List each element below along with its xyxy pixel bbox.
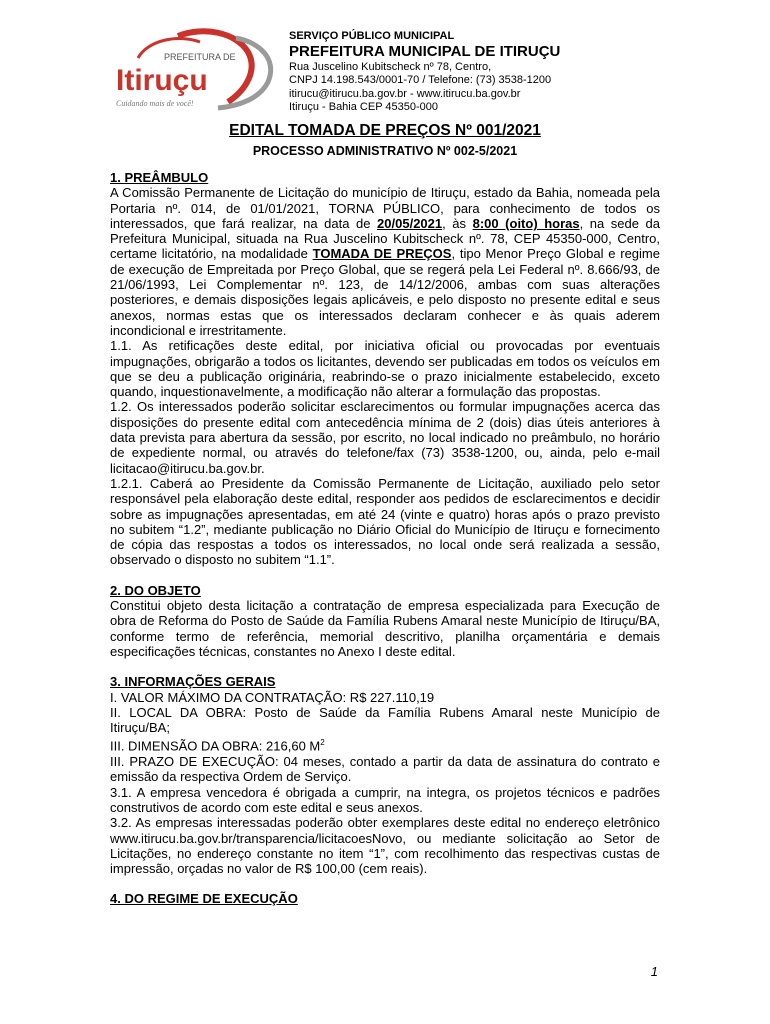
info-item: III. DIMENSÃO DA OBRA: 216,60 $M^2$ [110,738,325,754]
paragraph-1-2-1: 1.2.1. Caberá ao Presidente da Comissão Permanente de Licitação, auxiliado pelo setor responsável pela elaboração deste edital, responder aos pedidos de esclarecimentos e decidir sobre as impugnações apresentadas, em até 24 (vinte e quatro) horas após o prazo previsto no subitem “1.2”, mediante publicação no Diário Oficial do Município de Itiruçu e fornecimento de cópia das respostas a todos os interessados, no local onde será realizada a sessão, observado o disposto no subitem “1.1”. [110,475,660,568]
info-item: II. LOCAL DA OBRA: Posto de Saúde da Família Rubens Amaral neste Município de Itiruçu/BA; [110,704,660,736]
logo-slogan-text: Cuidando mais de você! [116,99,194,108]
organization-name: PREFEITURA MUNICIPAL DE ITIRUÇU [289,43,561,61]
service-label: SERVIÇO PÚBLICO MUNICIPAL [289,30,455,42]
document-subtitle: PROCESSO ADMINISTRATIVO Nº 002-5/2021 [252,144,518,158]
section-heading: 4. DO REGIME DE EXECUÇÃO [110,891,298,907]
logo-top-text: PREFEITURA DE [164,52,236,62]
paragraph-1-1: 1.1. As retificações deste edital, por iniciativa oficial ou provocadas por eventuais impugnações, obrigarão a todos os licitantes, devendo ser publicadas em todos os veículos em que se deu a publicação originária, reabrindo-se o prazo inicialmente estabelecido, exceto quando, inquestionavelmente, a modificação não alterar a formulação das propostas. [110,338,660,400]
section-heading: 2. DO OBJETO [110,582,201,598]
paragraph-1-2: 1.2. Os interessados poderão solicitar esclarecimentos ou formular impugnações acerca das disposições do presente edital com antecedência mínima de 2 (dois) dias úteis anteriores à data prevista para abertura da sessão, por escrito, no local indicado no preâmbulo, no horário de expediente normal, ou através do telefone/fax (73) 3538-1200, ou, ainda, pelo e-mail licitacao@itirucu.ba.gov.br. [110,399,660,476]
letterhead [289,30,729,114]
page-number: 1 [650,964,658,979]
address-line: Rua Juscelino Kubitscheck nº 78, Centro, [289,61,492,74]
logo-name-text: Itiruçu [116,64,208,97]
preamble-paragraph: A Comissão Permanente de Licitação do município de Itiruçu, estado da Bahia, nomeada pela Portaria nº. 014, de 01/01/2021, TORNA PÚBLICO, para conhecimento de todos os interessados, que fará realizar, na data de 20/05/2021, às 8:00 (oito) horas, na sede da Prefeitura Municipal, situada na Rua Juscelino Kubitscheck nº. 78, CEP 45350-000, Centro, certame licitatório, na modalidade TOMADA DE PREÇOS, tipo Menor Preço Global e regime de execução de Empreitada por Preço Global, que se regerá pela Lei Federal nº. 8.666/93, de 21/06/1993, Lei Complementar nº. 123, de 14/12/2006, ambas com suas alterações posteriores, e demais disposições legais aplicáveis, e pelo disposto no presente edital e seus anexos, normas estas que os interessados declaram conhecer e às quais aderem incondicional e irrestritamente. [110,185,660,338]
object-paragraph: Constitui objeto desta licitação a contratação de empresa especializada para Execução de obra de Reforma do Posto de Saúde da Família Rubens Amaral neste Município de Itiruçu/BA, conforme termo de referência, memorial descritivo, planilha orçamentária e demais especificações técnicas, constantes no Anexo I deste edital. [110,598,660,659]
section-heading: 1. PREÂMBULO [110,170,209,185]
document-body [110,170,660,907]
web-line: itirucu@itirucu.ba.gov.br - www.itirucu.ba.gov.br [289,87,521,100]
section-heading: 3. INFORMAÇÕES GERAIS [110,674,276,690]
cnpj-line: CNPJ 14.198.543/0001-70 / Telefone: (73) 3538-1200 [289,74,552,87]
modality: TOMADA DE PREÇOS [312,246,452,262]
info-item: III. PRAZO DE EXECUÇÃO: 04 meses, contado a partir da data de assinatura do contrato e emissão da respectiva Ordem de Serviço. [110,754,660,785]
prefeitura-logo [108,28,284,112]
document-title: EDITAL TOMADA DE PREÇOS Nº 001/2021 [229,122,541,139]
info-item: I. VALOR MÁXIMO DA CONTRATAÇÃO: R$ 227.110,19 [110,689,435,705]
paragraph-3-2: 3.2. As empresas interessadas poderão obter exemplares deste edital no endereço eletrônico www.itirucu.ba.gov.br/transparencia/licitacoesNovo, ou mediante solicitação ao Setor de Licitações, no endereço constante no item “1”, com recolhimento das respectivas custas de impressão, orçadas no valor de R$ 100,00 (cem reais). [110,815,660,877]
paragraph-3-1: 3.1. A empresa vencedora é obrigada a cumprir, na integra, os projetos técnicos e padrões construtivos de acordo com este edital e seus anexos. [110,784,660,815]
session-date: 20/05/2021 [377,215,443,231]
session-time: 8:00 (oito) horas [472,215,580,231]
city-line: Itiruçu - Bahia CEP 45350-000 [289,100,438,113]
